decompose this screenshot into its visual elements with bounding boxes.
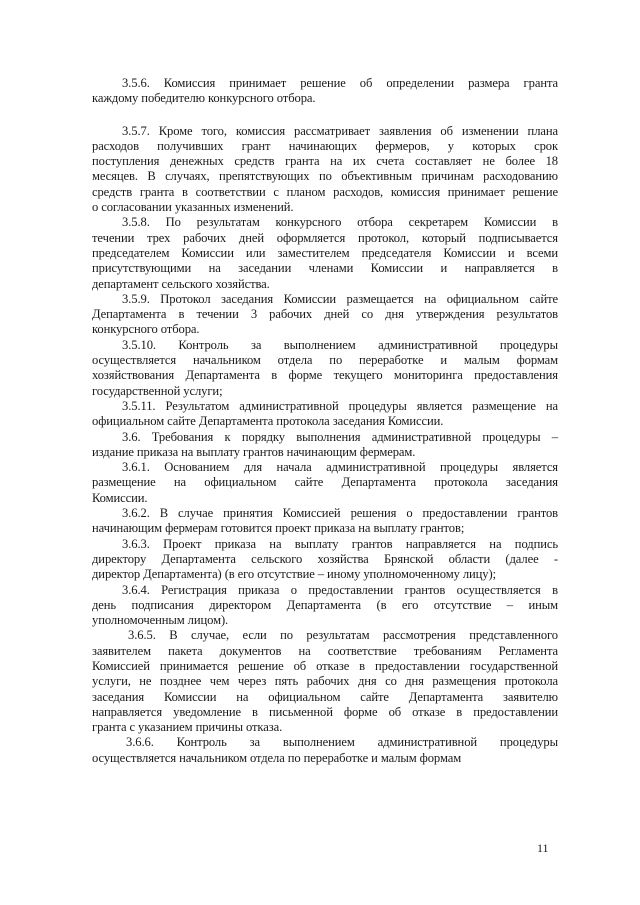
text-line: 3.5.8. По результатам конкурсного отбора секретарем Комиссии в <box>122 215 558 230</box>
text-line: 3.6.6. Контроль за выполнением административной процедуры <box>126 735 558 750</box>
text-line: 3.6. Требования к порядку выполнения административной процедуры – <box>122 429 558 444</box>
text-line: департамент сельского хозяйства. <box>92 276 270 291</box>
text-line: 3.5.10. Контроль за выполнением административной процедуры <box>122 337 558 352</box>
paragraph-365 <box>92 628 558 735</box>
paragraph-359 <box>92 292 558 338</box>
paragraph-363 <box>92 537 558 583</box>
text-line: 3.5.7. Кроме того, комиссия рассматривает заявления об изменении плана <box>122 123 558 138</box>
text-line: председателем Комиссии или заместителем председателя Комиссии и всеми <box>92 245 558 260</box>
paragraph-364 <box>92 583 558 629</box>
text-line: осуществляется начальником отдела по переработке и малым формам <box>92 750 462 765</box>
text-line: направляется уведомление в письменной форме об отказе в предоставлении <box>92 704 558 719</box>
paragraph-357 <box>92 124 558 216</box>
paragraph-3510 <box>92 338 558 399</box>
text-line: Департамента в течении 3 рабочих дней со дня утверждения результатов <box>92 307 558 322</box>
paragraph-366 <box>92 735 558 766</box>
paragraph-3511 <box>92 399 558 430</box>
paragraph-362 <box>92 506 558 537</box>
text-line: присутствующими на заседании членами Комиссии и направляется в <box>92 261 558 276</box>
text-line: директор Департамента) (в его отсутствие – иному уполномоченному лицу); <box>92 567 496 582</box>
page-number: 11 <box>537 841 549 855</box>
text-line: услуги, не позднее чем через пять рабочих дня со дня размещения протокола <box>92 674 558 689</box>
text-line: Комиссии. <box>92 490 148 505</box>
text-line: гранта с указанием причины отказа. <box>92 720 283 735</box>
text-line: течении трех рабочих дней оформляется протокол, который подписывается <box>92 230 558 245</box>
paragraph-36 <box>92 430 558 461</box>
text-line: размещение на официальном сайте Департамента протокола заседания <box>92 475 558 490</box>
document-body <box>92 76 558 766</box>
text-line: 3.6.5. В случае, если по результатам рассмотрения представленного <box>128 628 558 643</box>
text-line: 3.6.2. В случае принятия Комиссией решения о предоставлении грантов <box>122 506 558 521</box>
text-line: поступления денежных средств гранта на их счета составляет не более 18 <box>92 154 558 169</box>
text-line: расходов получивших грант начинающих фермеров, у которых срок <box>92 138 558 153</box>
text-line: день подписания директором Департамента (в его отсутствие – иным <box>92 597 558 612</box>
paragraph-358 <box>92 215 558 291</box>
text-line: месяцев. В случаях, препятствующих по объективным причинам расходованию <box>92 169 558 184</box>
paragraph-361 <box>92 460 558 506</box>
text-line: 3.6.1. Основанием для начала административной процедуры является <box>122 460 558 475</box>
text-line: 3.6.3. Проект приказа на выплату грантов направляется на подпись <box>122 536 558 551</box>
text-line: хозяйствования Департамента в форме текущего мониторинга предоставления <box>92 368 558 383</box>
text-line: осуществляется начальником отдела по переработке и малым формам <box>92 353 558 368</box>
text-line: 3.5.11. Результатом административной процедуры является размещение на <box>122 398 558 413</box>
text-line: государственной услуги; <box>92 383 223 398</box>
text-line: директору Департамента сельского хозяйства Брянской области (далее - <box>92 551 558 566</box>
text-line: каждому победителю конкурсного отбора. <box>92 91 316 106</box>
text-line: Комиссией принимается решение об отказе в предоставлении государственной <box>92 658 558 673</box>
text-line: 3.5.6. Комиссия принимает решение об определении размера гранта <box>122 76 558 90</box>
text-line: заявителем пакета документов на соответствие требованиям Регламента <box>92 643 558 658</box>
text-line: 3.5.9. Протокол заседания Комиссии размещается на официальном сайте <box>122 291 558 306</box>
text-line: начинающим фермерам готовится проект приказа на выплату грантов; <box>92 521 465 536</box>
text-line: заседания Комиссии на официальном сайте Департамента заявителю <box>92 689 558 704</box>
paragraph-spacer <box>92 107 558 124</box>
text-line: 3.6.4. Регистрация приказа о предоставлении грантов осуществляется в <box>122 582 558 597</box>
text-line: уполномоченным лицом). <box>92 613 229 628</box>
text-line: официальном сайте Департамента протокола заседания Комиссии. <box>92 414 444 429</box>
text-line: о согласовании указанных изменений. <box>92 200 294 215</box>
text-line: издание приказа на выплату грантов начинающим фермерам. <box>92 444 416 459</box>
text-line: средств гранта в соответствии с планом расходов, комиссия принимает решение <box>92 184 558 199</box>
text-line: конкурсного отбора. <box>92 322 200 337</box>
paragraph-356 <box>92 76 558 107</box>
